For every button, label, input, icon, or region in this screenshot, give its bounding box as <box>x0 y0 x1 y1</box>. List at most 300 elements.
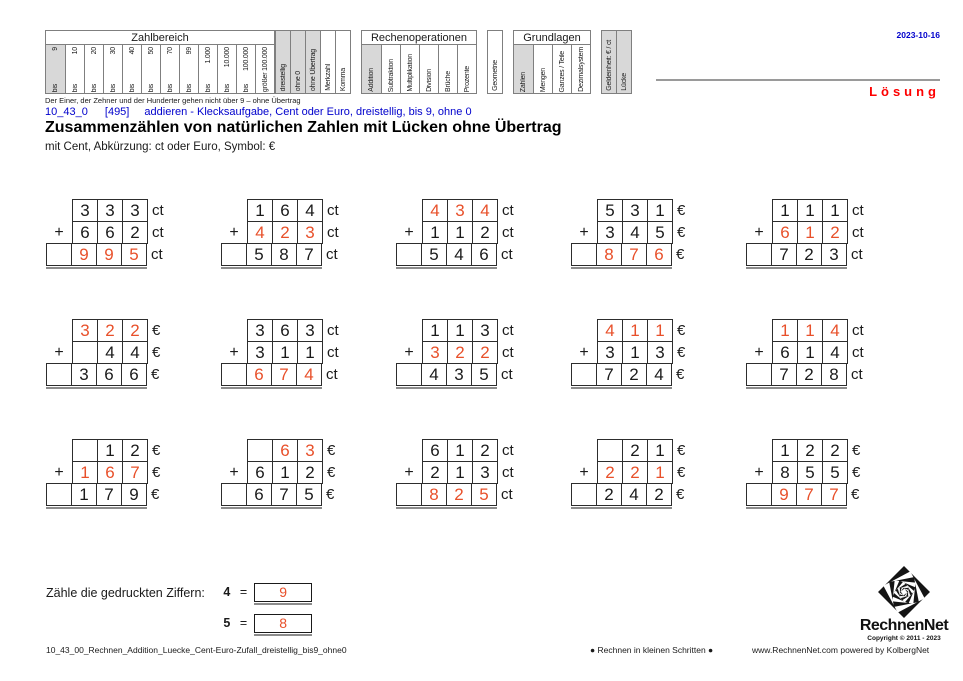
digit-cell: 6 <box>772 221 798 244</box>
count-row <box>221 583 312 605</box>
digit-cell: 6 <box>247 461 273 484</box>
problem-row-b <box>46 221 221 244</box>
digit-cell: 9 <box>96 243 122 266</box>
digit-cell: 3 <box>597 221 623 244</box>
digit-cell: 1 <box>72 461 98 484</box>
sum-underline <box>46 507 147 509</box>
plus-sign: + <box>54 344 64 361</box>
count-answer <box>254 614 312 636</box>
digit-cell: 4 <box>297 199 323 222</box>
problem-row-c <box>396 243 571 266</box>
row-spacer <box>746 199 772 222</box>
digit-cell: 9 <box>71 243 97 266</box>
header-cell <box>487 30 503 94</box>
problem-row-c <box>746 243 921 266</box>
digit-cell: 5 <box>797 461 823 484</box>
digit-cell: 1 <box>97 439 123 462</box>
header-column-label: Ganzes / Teile <box>558 50 566 92</box>
unit-label: ct <box>151 246 163 263</box>
unit-label: € <box>677 202 686 219</box>
digit-cell: 3 <box>247 341 273 364</box>
plus-sign: + <box>404 464 414 481</box>
digit-cell: 2 <box>822 439 848 462</box>
header-column <box>255 45 274 93</box>
row-spacer <box>46 439 72 462</box>
addition-problem <box>396 199 571 319</box>
digit-cell: 7 <box>771 363 797 386</box>
digit-cell: 2 <box>596 483 622 506</box>
plus-sign: + <box>754 464 764 481</box>
row-spacer <box>746 319 772 342</box>
header-cell-label: Merkzahl <box>324 64 332 91</box>
digit-cell: 2 <box>472 221 498 244</box>
digit-cell: 1 <box>797 221 823 244</box>
header-column-value: 10.000 <box>223 47 231 68</box>
digit-cell: 1 <box>772 439 798 462</box>
digit-cell: 5 <box>421 243 447 266</box>
unit-label: € <box>676 246 685 263</box>
header-column-prefix: bis <box>147 83 155 92</box>
digit-cell: 1 <box>272 461 298 484</box>
header-columns <box>362 45 476 93</box>
digit-cell: 5 <box>647 221 673 244</box>
header-group <box>361 30 477 94</box>
digit-cell: 7 <box>596 363 622 386</box>
digit-cell: 1 <box>797 341 823 364</box>
unit-label: € <box>852 442 861 459</box>
row-spacer <box>221 199 247 222</box>
problem-row-a <box>221 439 396 462</box>
addition-problem <box>571 199 746 319</box>
header-column <box>236 45 255 93</box>
digit-cell: 2 <box>472 341 498 364</box>
header-column-prefix: bis <box>242 83 250 92</box>
digit-cell: 3 <box>72 199 98 222</box>
header-column <box>438 45 457 93</box>
header-column <box>46 45 65 93</box>
digit-cell: 1 <box>422 319 448 342</box>
problem-row-a <box>571 199 746 222</box>
sum-underline <box>746 507 847 509</box>
problem-row-c <box>46 243 221 266</box>
digit-cell: 1 <box>447 221 473 244</box>
addition-problem <box>46 319 221 439</box>
solution-label: Lösung <box>869 84 940 99</box>
worksheet-ref: [495] <box>104 106 130 118</box>
problems-grid <box>46 199 921 559</box>
digit-cell: 1 <box>797 319 823 342</box>
unit-label: € <box>676 486 685 503</box>
digit-cell: 2 <box>822 221 848 244</box>
count-rows <box>221 583 312 636</box>
header-column-prefix: bis <box>185 83 193 92</box>
problem-row-c <box>396 483 571 506</box>
header-column-value: 10 <box>71 47 79 55</box>
digit-cell: 4 <box>296 363 322 386</box>
digit-cell: 4 <box>621 483 647 506</box>
header-cell-label: Geometrie <box>491 60 499 91</box>
header-column-prefix: bis <box>90 83 98 92</box>
header-column-value: 50 <box>147 47 155 55</box>
header-rule <box>656 79 940 81</box>
digit-cell <box>72 439 98 462</box>
problem-row-a <box>571 439 746 462</box>
header-column-label: Brüche <box>444 71 452 92</box>
addition-problem <box>221 199 396 319</box>
sum-underline <box>746 267 847 269</box>
sum-underline <box>46 267 147 269</box>
digit-cell: 1 <box>797 199 823 222</box>
header-column-prefix: bis <box>204 83 212 92</box>
header-group <box>45 30 275 94</box>
digit-cell: 3 <box>422 341 448 364</box>
page-subtitle: mit Cent, Abkürzung: ct oder Euro, Symbol: € <box>45 141 276 153</box>
result-blank-cell <box>396 483 422 506</box>
header-column-value: 99 <box>185 47 193 55</box>
header-column-prefix: bis <box>166 83 174 92</box>
footer-filename: 10_43_00_Rechnen_Addition_Luecke_Cent-Euro-Zufall_dreistellig_bis9_ohne0 <box>46 645 347 655</box>
digit-cell: 2 <box>422 461 448 484</box>
header-gap <box>477 30 487 94</box>
unit-label: € <box>677 442 686 459</box>
logo-pinwheel-icon <box>877 565 931 619</box>
problem-row-a <box>396 439 571 462</box>
digit-cell: 1 <box>71 483 97 506</box>
header-column <box>141 45 160 93</box>
problem-row-a <box>396 199 571 222</box>
header-column <box>457 45 476 93</box>
count-answer-box: 9 <box>254 583 312 602</box>
plus-sign: + <box>579 344 589 361</box>
digit-cell: 2 <box>621 363 647 386</box>
header-column <box>381 45 400 93</box>
digit-cell: 6 <box>272 199 298 222</box>
digit-cell: 5 <box>121 243 147 266</box>
digit-cell: 8 <box>421 483 447 506</box>
header-column <box>533 45 552 93</box>
problem-row-b <box>571 461 746 484</box>
unit-label: ct <box>501 366 513 383</box>
addition-problem <box>46 439 221 559</box>
problem-row-b <box>221 221 396 244</box>
count-row <box>221 614 312 636</box>
digit-cell <box>72 341 98 364</box>
plus-sign: + <box>404 344 414 361</box>
digit-cell: 7 <box>821 483 847 506</box>
result-blank-cell <box>221 363 247 386</box>
addition-problem <box>396 439 571 559</box>
header-gap <box>591 30 601 94</box>
digit-cell: 1 <box>422 221 448 244</box>
digit-cell: 9 <box>771 483 797 506</box>
header-group-title: Grundlagen <box>514 31 590 45</box>
digit-cell: 1 <box>772 199 798 222</box>
problem-row-a <box>746 319 921 342</box>
unit-label: € <box>151 366 160 383</box>
row-spacer <box>396 439 422 462</box>
date-label: 2023-10-16 <box>896 30 940 40</box>
result-blank-cell <box>571 363 597 386</box>
unit-label: € <box>851 486 860 503</box>
row-spacer <box>46 319 72 342</box>
digit-cell: 4 <box>446 243 472 266</box>
header-tables <box>45 30 632 94</box>
digit-cell: 3 <box>472 461 498 484</box>
unit-label: ct <box>852 224 864 241</box>
digit-cell: 4 <box>622 221 648 244</box>
digit-cell: 1 <box>447 461 473 484</box>
addition-problem <box>746 199 921 319</box>
digit-cell <box>247 439 273 462</box>
header-column <box>65 45 84 93</box>
problem-row-a <box>396 319 571 342</box>
digit-cell: 4 <box>97 341 123 364</box>
answer-underline <box>254 634 312 636</box>
digit-cell: 3 <box>447 199 473 222</box>
digit-cell: 7 <box>271 363 297 386</box>
row-spacer <box>746 439 772 462</box>
unit-label: € <box>152 464 161 481</box>
digit-cell: 5 <box>471 363 497 386</box>
digit-cell: 7 <box>296 243 322 266</box>
digit-cell: 2 <box>646 483 672 506</box>
unit-label: ct <box>852 322 864 339</box>
logo-copyright: Copyright © 2011 - 2023 <box>867 635 941 642</box>
row-spacer <box>396 319 422 342</box>
header-column-prefix: bis <box>128 83 136 92</box>
unit-label: € <box>677 464 686 481</box>
header-cell <box>601 30 617 94</box>
header-column <box>160 45 179 93</box>
unit-label: ct <box>502 322 514 339</box>
addition-problem <box>46 199 221 319</box>
digit-cell: 6 <box>772 341 798 364</box>
digit-cell: 1 <box>622 319 648 342</box>
header-columns <box>514 45 590 93</box>
header-column <box>217 45 236 93</box>
header-cell-label: Geldeinheit: € / ct <box>605 40 613 91</box>
digit-cell: 4 <box>646 363 672 386</box>
digit-cell: 8 <box>271 243 297 266</box>
digit-cell: 1 <box>772 319 798 342</box>
digit-cell: 4 <box>822 341 848 364</box>
digit-cell: 3 <box>247 319 273 342</box>
problem-row-b <box>746 341 921 364</box>
unit-label: € <box>677 322 686 339</box>
digit-cell: 9 <box>121 483 147 506</box>
unit-label: ct <box>501 486 513 503</box>
digit-cell: 2 <box>796 363 822 386</box>
header-column-prefix: bis <box>223 83 231 92</box>
sum-underline <box>46 387 147 389</box>
result-blank-cell <box>571 243 597 266</box>
problem-row-c <box>746 363 921 386</box>
digit-cell: 1 <box>447 439 473 462</box>
plus-sign: + <box>754 224 764 241</box>
header-column <box>362 45 381 93</box>
header-column <box>84 45 103 93</box>
problem-row-c <box>46 363 221 386</box>
header-column-label: Addition <box>368 68 375 92</box>
result-blank-cell <box>396 243 422 266</box>
header-gap <box>503 30 513 94</box>
problem-row-a <box>571 319 746 342</box>
digit-cell: 2 <box>446 483 472 506</box>
problem-row-c <box>396 363 571 386</box>
digit-cell: 3 <box>297 319 323 342</box>
problem-row-a <box>46 319 221 342</box>
problem-row-a <box>221 319 396 342</box>
digit-cell: 3 <box>446 363 472 386</box>
digit-cell: 2 <box>447 341 473 364</box>
digit-cell: 3 <box>647 341 673 364</box>
addition-problem <box>746 319 921 439</box>
row-spacer <box>571 319 597 342</box>
plus-sign: + <box>54 224 64 241</box>
result-blank-cell <box>221 243 247 266</box>
digit-cell: 2 <box>122 439 148 462</box>
digit-cell: 6 <box>246 483 272 506</box>
digit-cell: 7 <box>771 243 797 266</box>
count-label: Zähle die gedruckten Ziffern: <box>46 586 205 600</box>
digit-cell: 6 <box>246 363 272 386</box>
unit-label: ct <box>852 202 864 219</box>
addition-problem <box>746 439 921 559</box>
result-blank-cell <box>46 363 72 386</box>
unit-label: ct <box>327 202 339 219</box>
digit-cell: 4 <box>472 199 498 222</box>
header-cell-label: Komma <box>339 67 347 91</box>
unit-label: ct <box>502 442 514 459</box>
unit-label: ct <box>852 344 864 361</box>
worksheet-desc: addieren - Klecksaufgabe, Cent oder Euro, dreistellig, bis 9, ohne 0 <box>144 106 472 118</box>
digit-cell: 3 <box>622 199 648 222</box>
header-column-label: Prozente <box>463 65 471 92</box>
digit-cell: 1 <box>647 199 673 222</box>
digit-cell: 5 <box>597 199 623 222</box>
digit-cell: 5 <box>296 483 322 506</box>
unit-label: € <box>677 224 686 241</box>
digit-cell: 7 <box>796 483 822 506</box>
problem-row-b <box>396 461 571 484</box>
digit-cell: 3 <box>71 363 97 386</box>
problem-row-c <box>221 363 396 386</box>
code-line <box>45 106 472 118</box>
header-column <box>198 45 217 93</box>
digit-cell: 2 <box>97 319 123 342</box>
header-column-value: 1.000 <box>204 47 212 64</box>
header-column <box>179 45 198 93</box>
digit-cell: 1 <box>272 341 298 364</box>
digit-cell: 2 <box>797 439 823 462</box>
header-cell <box>335 30 351 94</box>
unit-label: € <box>852 464 861 481</box>
result-blank-cell <box>46 483 72 506</box>
plus-sign: + <box>229 344 239 361</box>
unit-label: € <box>152 442 161 459</box>
problem-row-b <box>396 341 571 364</box>
digit-cell <box>597 439 623 462</box>
header-group <box>513 30 591 94</box>
digit-cell: 6 <box>97 461 123 484</box>
digit-cell: 8 <box>772 461 798 484</box>
result-blank-cell <box>396 363 422 386</box>
digit-cell: 1 <box>822 199 848 222</box>
digit-cell: 4 <box>597 319 623 342</box>
digit-cell: 6 <box>646 243 672 266</box>
digit-cell: 5 <box>246 243 272 266</box>
digit-cell: 2 <box>122 319 148 342</box>
digit-cell: 6 <box>72 221 98 244</box>
row-spacer <box>571 439 597 462</box>
problem-row-c <box>746 483 921 506</box>
header-column-prefix: bis <box>52 83 59 92</box>
digit-cell: 3 <box>72 319 98 342</box>
problem-row-a <box>746 439 921 462</box>
digit-cell: 4 <box>247 221 273 244</box>
unit-label: ct <box>327 322 339 339</box>
count-digit: 5 <box>223 616 231 630</box>
row-spacer <box>221 319 247 342</box>
unit-label: € <box>151 486 160 503</box>
digit-cell: 6 <box>96 363 122 386</box>
header-cell <box>275 30 291 94</box>
problem-row-b <box>571 341 746 364</box>
digit-cell: 5 <box>822 461 848 484</box>
problem-row-c <box>46 483 221 506</box>
header-cell-label: Lücke <box>620 73 628 91</box>
unit-label: ct <box>327 344 339 361</box>
digit-cell: 3 <box>297 439 323 462</box>
equals-sign: = <box>239 585 248 599</box>
count-section <box>46 583 312 636</box>
header-column-prefix: bis <box>71 83 79 92</box>
digit-cell: 2 <box>796 243 822 266</box>
result-blank-cell <box>571 483 597 506</box>
header-column <box>103 45 122 93</box>
addition-problem <box>221 439 396 559</box>
problem-row-b <box>221 341 396 364</box>
problem-row-b <box>221 461 396 484</box>
digit-cell: 3 <box>297 221 323 244</box>
header-column-value: 30 <box>109 47 117 55</box>
digit-cell: 6 <box>97 221 123 244</box>
digit-cell: 2 <box>622 461 648 484</box>
sum-underline <box>221 507 322 509</box>
unit-label: ct <box>326 246 338 263</box>
header-group-title: Zahlbereich <box>46 31 274 45</box>
digit-cell: 1 <box>647 319 673 342</box>
digit-cell: 7 <box>621 243 647 266</box>
digit-cell: 1 <box>247 199 273 222</box>
digit-cell: 8 <box>596 243 622 266</box>
row-spacer <box>396 199 422 222</box>
digit-cell: 1 <box>622 341 648 364</box>
digit-cell: 1 <box>297 341 323 364</box>
sum-underline <box>396 387 497 389</box>
unit-label: ct <box>851 366 863 383</box>
unit-label: ct <box>502 344 514 361</box>
plus-sign: + <box>229 224 239 241</box>
addition-problem <box>571 319 746 439</box>
digit-cell: 6 <box>471 243 497 266</box>
equals-sign: = <box>239 616 248 630</box>
unit-label: ct <box>502 224 514 241</box>
digit-cell: 1 <box>447 319 473 342</box>
unit-label: € <box>326 486 335 503</box>
header-columns <box>46 45 274 93</box>
header-column <box>514 45 533 93</box>
